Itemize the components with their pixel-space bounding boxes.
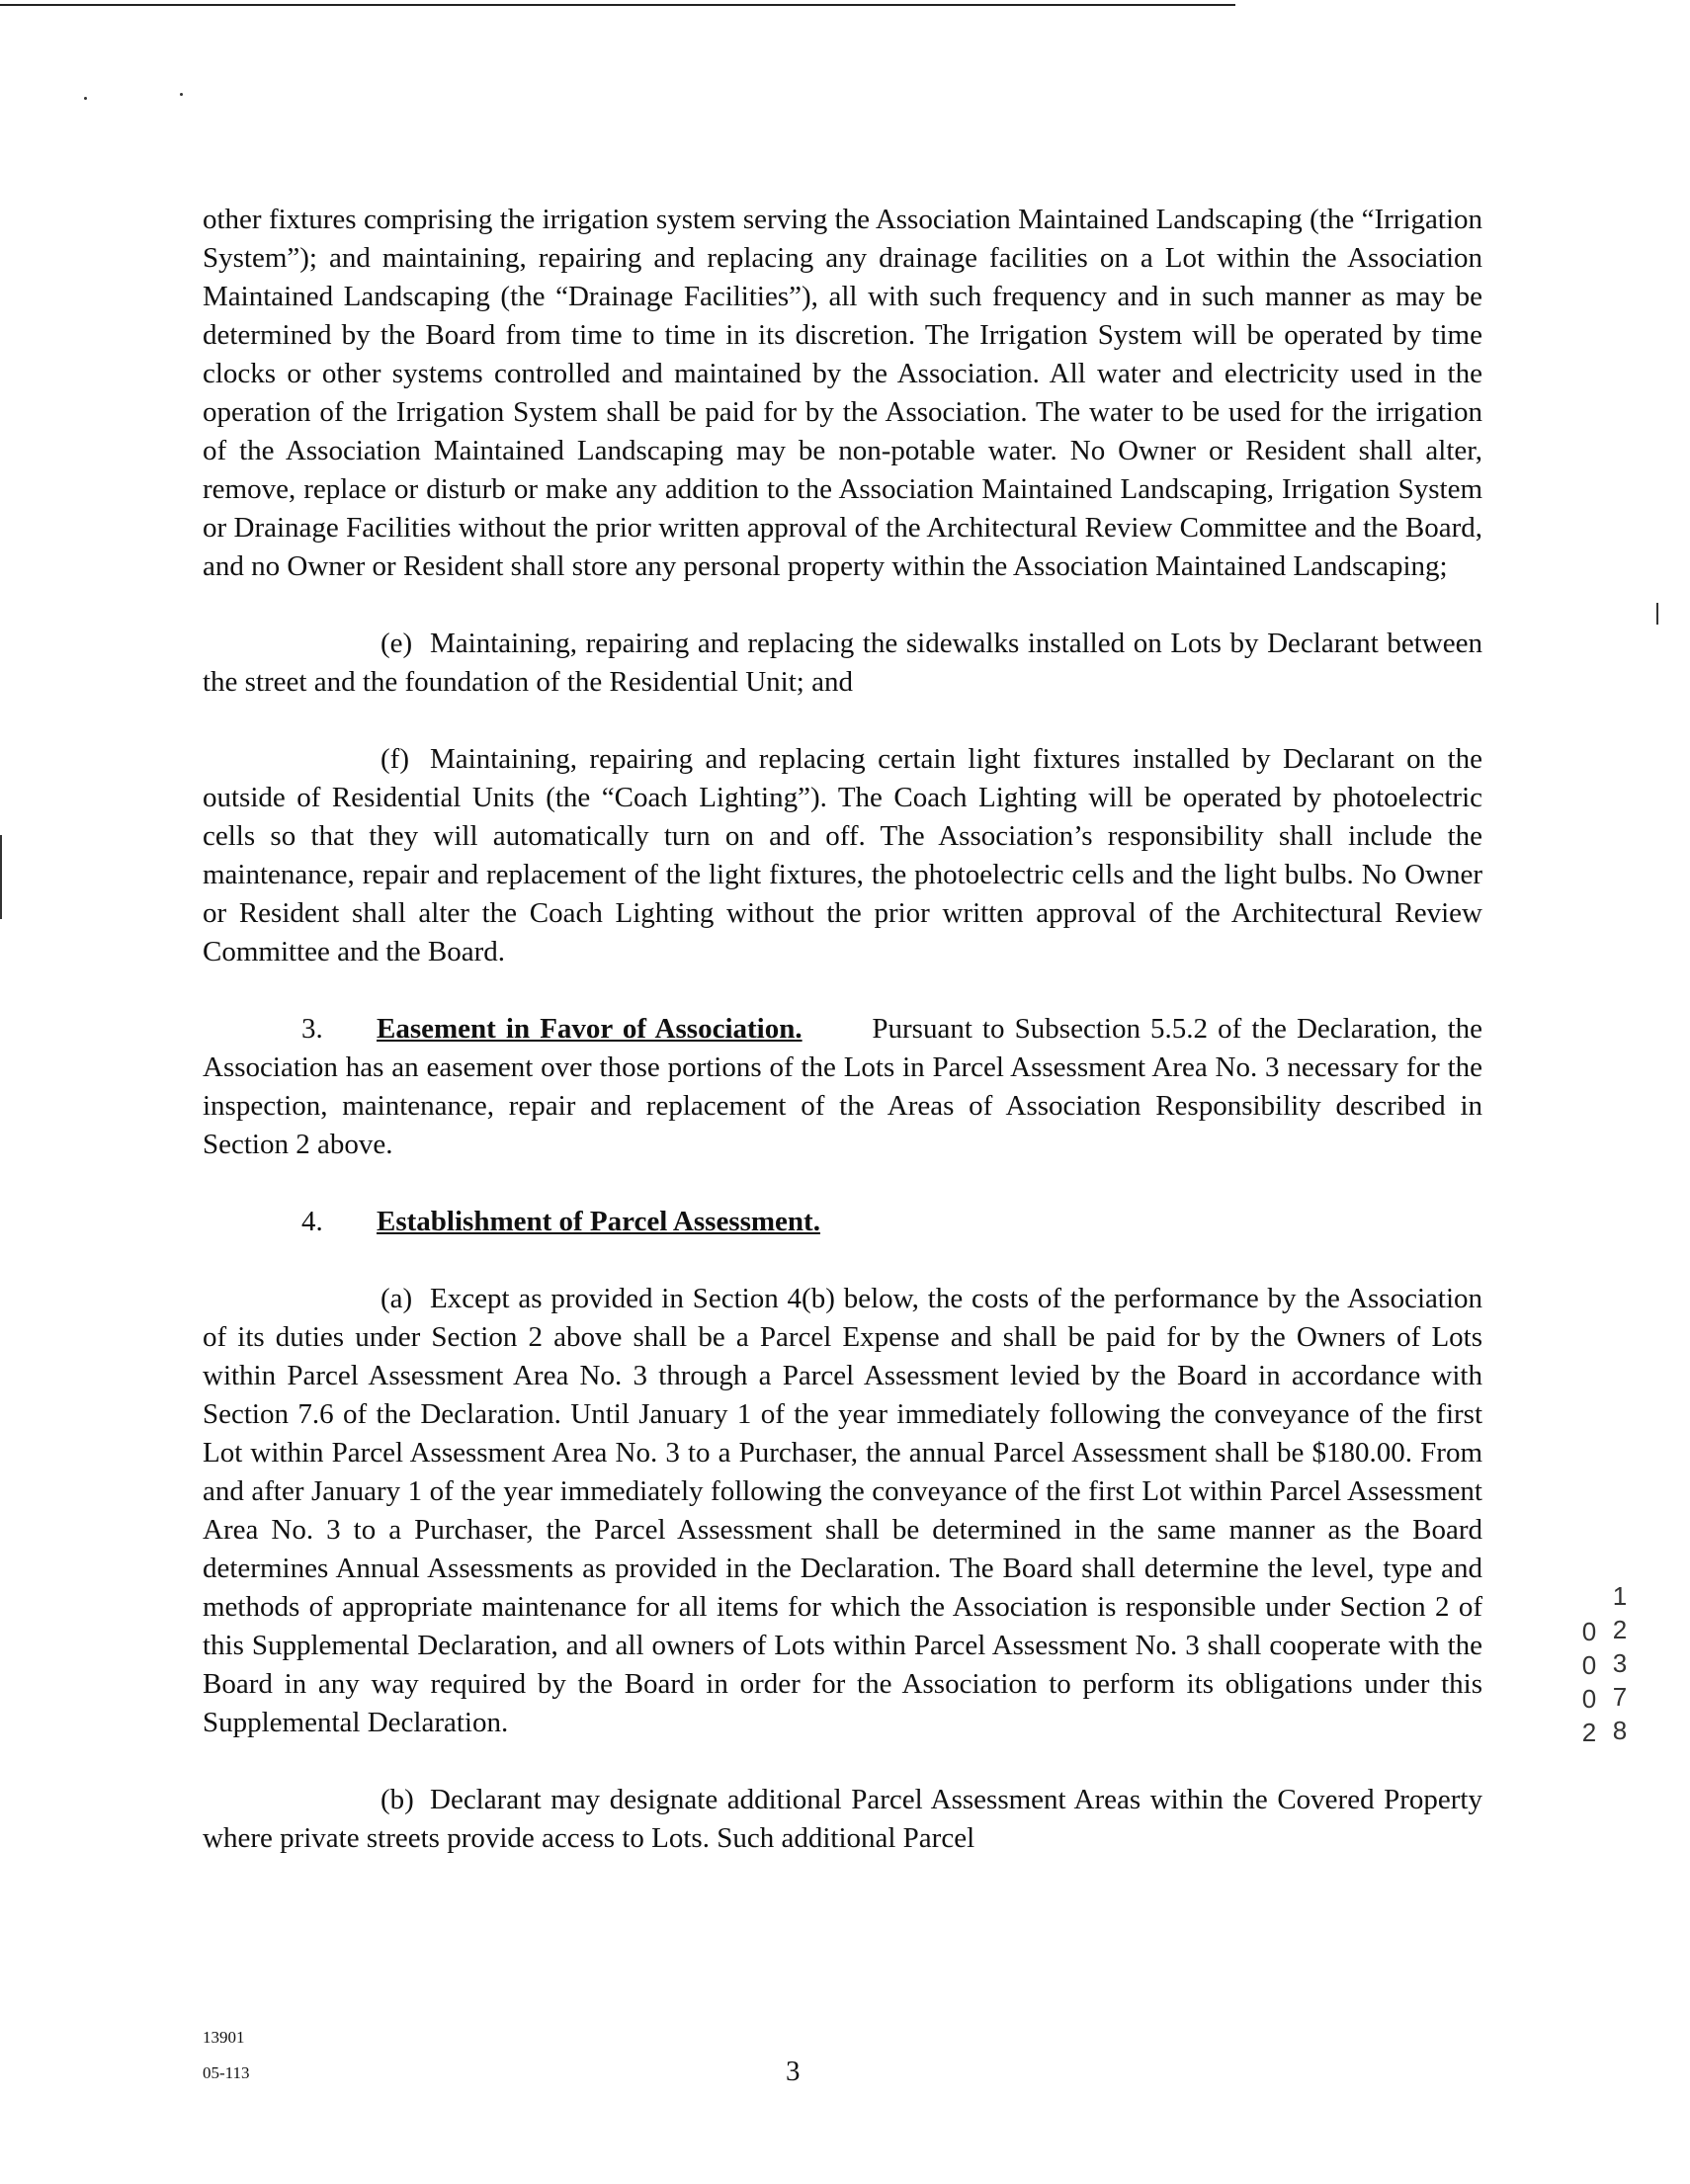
document-page [203,201,1482,1858]
stamp-line-1: 12378 [1605,1581,1635,1749]
paragraph-f [203,740,1482,971]
section-4-number: 4. [301,1206,323,1237]
paragraph-a [203,1280,1482,1742]
scan-speck [180,93,183,96]
section-3-number: 3. [301,1013,323,1045]
top-scan-edge [0,4,1235,6]
paragraph-intro: other fixtures comprising the irrigation system serving the Association Maintained Landscaping (the “Irrigation System”); and maintaining, repairing and replacing any drainage facilities on a Lot within the Association Maintained Landscaping (the “Drainage Facilities”), all with such frequency and in such manner as may be determined by the Board from time to time in its discretion. The Irrigation System will be operated by time clocks or other systems controlled and maintained by the Association. All water and electricity used in the operation of the Irrigation System shall be paid for by the Association. The water to be used for the irrigation of the Association Maintained Landscaping may be non-potable water. No Owner or Resident shall alter, remove, replace or disturb or make any addition to the Association Maintained Landscaping, Irrigation System or Drainage Facilities without the prior written approval of the Architectural Review Committee and the Board, and no Owner or Resident shall store any personal property within the Association Maintained Landscaping; [203,204,1482,582]
recording-stamp [1573,1581,1635,1751]
footer-doc-version: 05-113 [203,2063,250,2082]
paragraph-b [203,1781,1482,1858]
section-4-heading: Establishment of Parcel Assessment. [377,1206,820,1237]
stamp-line-2: 0002 [1574,1617,1604,1751]
margin-mark [1656,603,1658,625]
paragraph-e [203,625,1482,702]
item-label-e: (e) [380,628,413,659]
section-3-text: Pursuant to Subsection 5.5.2 of the Declaration, the Association has an easement over those portions of the Lots in Parcel Assessment Area No. 3 necessary for the inspection, maintenance, repair and replacement of the Areas of Association Responsibility described in Section 2 above. [203,1013,1483,1160]
item-label-f: (f) [380,743,409,775]
footer-doc-code: 13901 [203,2028,245,2047]
item-label-a: (a) [380,1283,413,1314]
item-text-e: Maintaining, repairing and replacing the sidewalks installed on Lots by Declarant between the street and the foundation of the Residential Unit; and [203,628,1482,698]
scan-speck [84,97,87,100]
item-label-b: (b) [380,1784,414,1815]
item-text-a: Except as provided in Section 4(b) below, the costs of the performance by the Association of its duties under Section 2 above shall be a Parcel Expense and shall be paid for by the Owners of Lots within Parcel Assessment Area No. 3 through a Parcel Assessment levied by the Board in accordance with Section 7.6 of the Declaration. Until January 1 of the year immediately following the conveyance of the first Lot within Parcel Assessment Area No. 3 to a Purchaser, the annual Parcel Assessment shall be $180.00. From and after January 1 of the year immediately following the conveyance of the first Lot within Parcel Assessment Area No. 3 to a Purchaser, the Parcel Assessment shall be determined in the same manner as the Board determines Annual Assessments as provided in the Declaration. The Board shall determine the level, type and methods of appropriate maintenance for all items for which the Association is responsible under Section 2 of this Supplemental Declaration, and all owners of Lots within Parcel Assessment No. 3 shall cooperate with the Board in any way required by the Board in order for the Association to perform its obligations under this Supplemental Declaration. [203,1283,1482,1738]
section-3 [203,1010,1482,1164]
item-text-b: Declarant may designate additional Parcel Assessment Areas within the Covered Property where private streets provide access to Lots. Such additional Parcel [203,1784,1482,1854]
page-number: 3 [786,2056,801,2087]
section-3-heading: Easement in Favor of Association. [377,1013,803,1045]
margin-mark [0,835,2,919]
section-4 [203,1203,1482,1241]
item-text-f: Maintaining, repairing and replacing certain light fixtures installed by Declarant on the outside of Residential Units (the “Coach Lighting”). The Coach Lighting will be operated by photoelectric cells so that they will automatically turn on and off. The Association’s responsibility shall include the maintenance, repair and replacement of the light fixtures, the photoelectric cells and the light bulbs. No Owner or Resident shall alter the Coach Lighting without the prior written approval of the Architectural Review Committee and the Board. [203,743,1482,967]
